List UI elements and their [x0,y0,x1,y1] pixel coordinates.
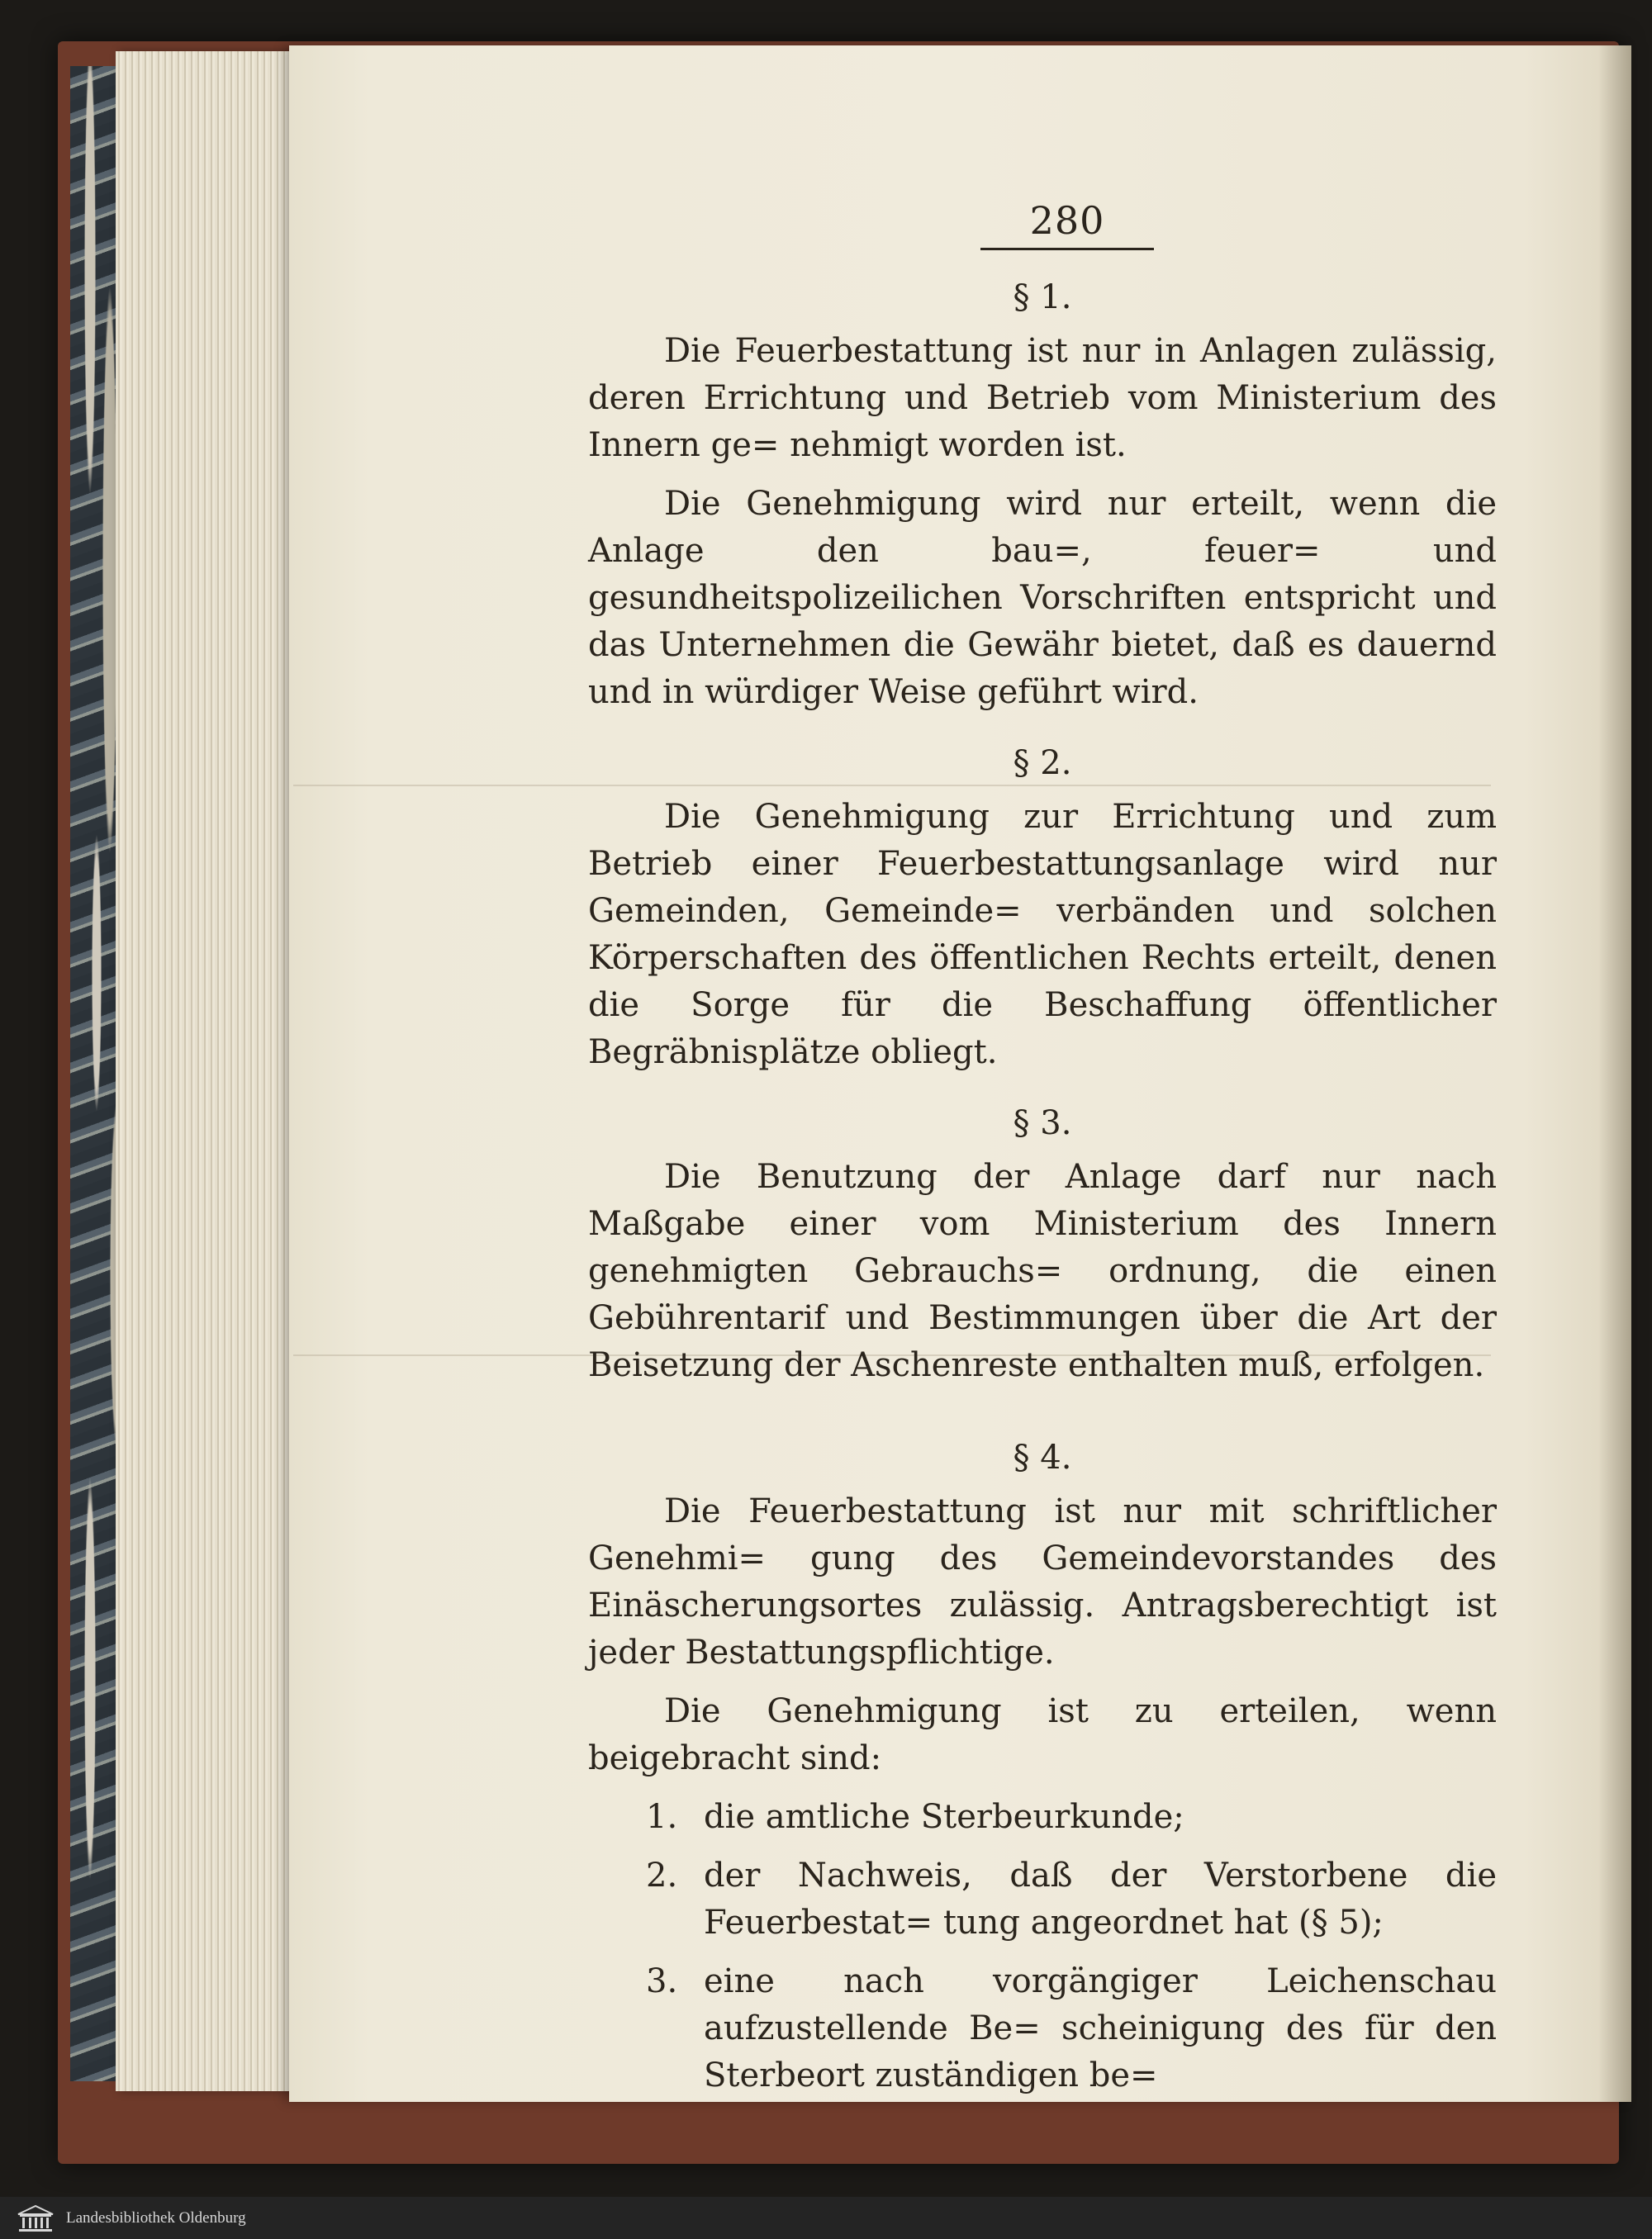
page-number: 280 [980,198,1154,250]
list-item-text: die amtliche Sterbeurkunde; [704,1798,1184,1836]
list-item [588,1958,1497,2099]
section-2-paragraph: Die Genehmigung zur Errichtung und zum Betrieb einer Feuerbestattungsanlage wird nur Gemeinden, Gemeinde= verbänden und solchen Körperschaften des öffentlichen Rechts erteilt, denen die Sorge für die Beschaffung öffentlicher Begräbnisplätze obliegt. [588,798,1497,1071]
library-building-icon [17,2204,55,2232]
list-item [588,1852,1497,1947]
page-gutter-shadow [1598,45,1631,2102]
footer-bar [0,2197,1652,2239]
list-item-number: 2. [646,1857,678,1895]
section-1-paragraph: Die Feuerbestattung ist nur in Anlagen zulässig, deren Errichtung und Betrieb vom Ministerium des Innern ge= nehmigt worden ist. [588,332,1497,464]
section-heading-4: § 4. [1013,1439,1072,1477]
section-1-paragraph: Die Genehmigung wird nur erteilt, wenn die Anlage den bau=, feuer= und gesundheitspolizeilichen Vorschriften entspricht und das Unternehmen die Gewähr bietet, daß es dauernd und in würdiger Weise geführt wird. [588,485,1497,711]
section-4-paragraph: Die Genehmigung ist zu erteilen, wenn beigebracht sind: [588,1692,1497,1777]
list-item-number: 1. [646,1798,678,1836]
requirements-list [588,1794,1497,2099]
list-item [588,1794,1497,1841]
list-item-text: eine nach vorgängiger Leichenschau aufzustellende Be= scheinigung des für den Sterbeort zuständigen be= [704,1962,1497,2094]
list-item-text: der Nachweis, daß der Verstorbene die Feuerbestat= tung angeordnet hat (§ 5); [704,1857,1497,1942]
section-3-paragraph: Die Benutzung der Anlage darf nur nach Maßgabe einer vom Ministerium des Innern genehmigten Gebrauchs= ordnung, die einen Gebührentarif und Bestimmungen über die Art der Beisetzung der Aschenreste enthalten muß, erfolgen. [588,1158,1497,1384]
section-4-paragraph: Die Feuerbestattung ist nur mit schriftlicher Genehmi= gung des Gemeindevorstandes des Einäscherungsortes zulässig. Antragsberechtigt ist jeder Bestattungspflichtige. [588,1492,1497,1672]
section-heading-2: § 2. [1013,744,1072,782]
section-heading-1: § 1. [1013,278,1072,316]
list-item-number: 3. [646,1962,678,2000]
library-name: Landesbibliothek Oldenburg [66,2208,246,2227]
section-heading-3: § 3. [1013,1104,1072,1142]
page-edges [116,51,306,2091]
page-text-block [588,198,1497,2111]
